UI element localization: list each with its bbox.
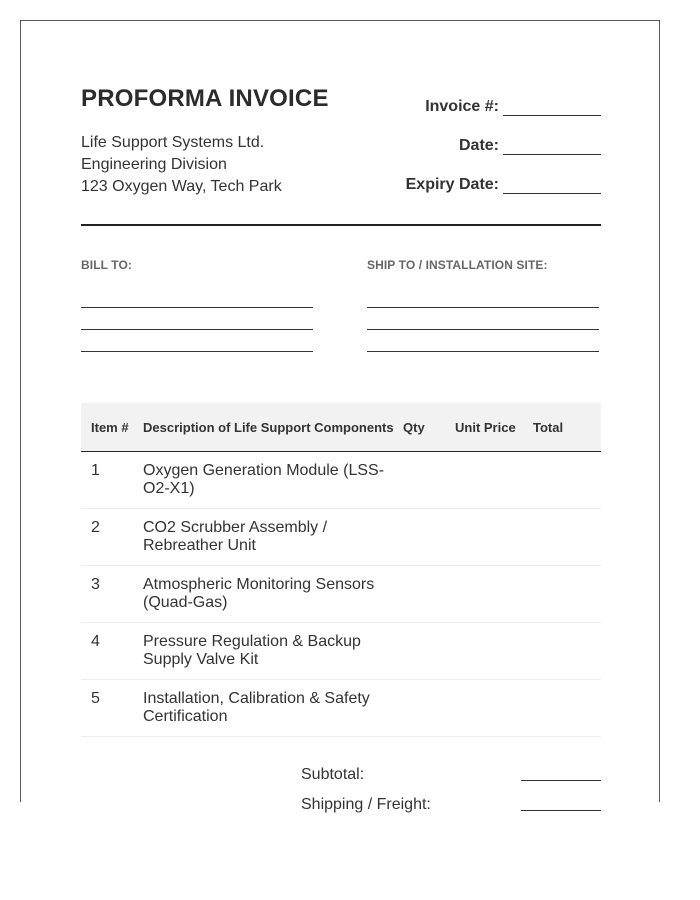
company-name: Life Support Systems Ltd. [81, 134, 265, 151]
expiry-date-label: Expiry Date: [405, 176, 499, 193]
invoice-number-row [301, 97, 601, 136]
subtotal-row [301, 766, 601, 796]
totals-block [301, 766, 601, 826]
header-total: Total [533, 403, 601, 452]
ship-to-label: SHIP TO / INSTALLATION SITE: [367, 258, 548, 272]
line-items-table [81, 403, 601, 737]
item-unit-price [455, 623, 533, 680]
item-description: Atmospheric Monitoring Sensors (Quad-Gas) [143, 566, 403, 623]
item-number: 4 [81, 623, 143, 680]
item-number: 2 [81, 509, 143, 566]
item-qty [403, 566, 455, 623]
table-row [81, 623, 601, 680]
table-row [81, 509, 601, 566]
item-unit-price [455, 566, 533, 623]
date-blank [503, 136, 601, 155]
date-label: Date: [458, 137, 499, 154]
subtotal-label: Subtotal: [301, 766, 365, 783]
item-description: Oxygen Generation Module (LSS-O2-X1) [143, 452, 403, 509]
company-division: Engineering Division [81, 156, 227, 173]
table-row [81, 452, 601, 509]
item-unit-price [455, 509, 533, 566]
item-unit-price [455, 452, 533, 509]
table-row [81, 680, 601, 737]
date-row [301, 136, 601, 175]
item-qty [403, 680, 455, 737]
item-number: 1 [81, 452, 143, 509]
invoice-title: PROFORMA INVOICE [81, 85, 329, 112]
expiry-date-row [301, 175, 601, 214]
item-number: 5 [81, 680, 143, 737]
bill-to-label: BILL TO: [81, 258, 133, 272]
item-total [533, 566, 601, 623]
invoice-content [81, 21, 601, 813]
header-divider [81, 224, 601, 226]
subtotal-blank [521, 780, 601, 781]
shipping-blank [521, 810, 601, 811]
ship-to-line [367, 307, 599, 308]
expiry-date-blank [503, 175, 601, 194]
item-description: CO2 Scrubber Assembly / Rebreather Unit [143, 509, 403, 566]
invoice-number-blank [503, 97, 601, 116]
item-number: 3 [81, 566, 143, 623]
shipping-row [301, 796, 601, 826]
shipping-label: Shipping / Freight: [301, 796, 431, 813]
company-address-block [81, 132, 282, 198]
bill-to-line [81, 329, 313, 330]
table-header-row [81, 403, 601, 452]
bill-to-line [81, 307, 313, 308]
item-total [533, 452, 601, 509]
ship-to-line [367, 351, 599, 352]
item-description: Installation, Calibration & Safety Certification [143, 680, 403, 737]
invoice-page [20, 20, 660, 813]
ship-to-line [367, 329, 599, 330]
header-unit-price: Unit Price [455, 403, 533, 452]
item-qty [403, 509, 455, 566]
item-qty [403, 452, 455, 509]
item-description: Pressure Regulation & Backup Supply Valve Kit [143, 623, 403, 680]
invoice-meta-fields [301, 97, 601, 214]
header-item-number: Item # [81, 403, 143, 452]
invoice-number-label: Invoice #: [425, 98, 499, 115]
table-row [81, 566, 601, 623]
company-street-address: 123 Oxygen Way, Tech Park [81, 178, 282, 195]
item-total [533, 680, 601, 737]
item-total [533, 623, 601, 680]
bill-to-line [81, 351, 313, 352]
item-total [533, 509, 601, 566]
item-qty [403, 623, 455, 680]
header-qty: Qty [403, 403, 455, 452]
item-unit-price [455, 680, 533, 737]
header-description: Description of Life Support Components [143, 403, 403, 452]
